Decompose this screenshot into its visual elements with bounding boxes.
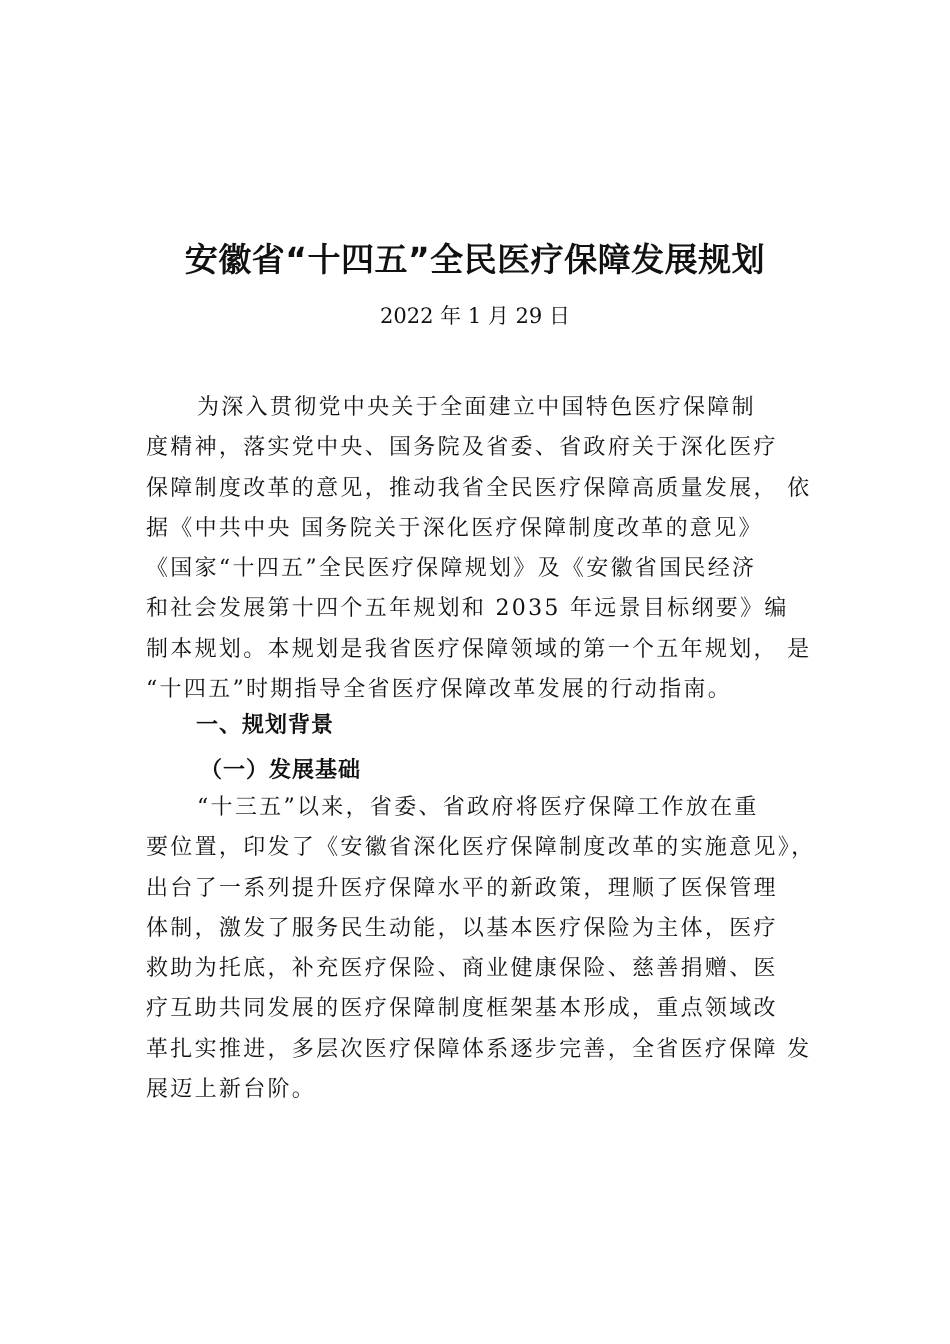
paragraph-line: 据《中共中央 国务院关于深化医疗保障制度改革的意见》 [146,515,763,541]
paragraph-line: “十三五”以来，省委、省政府将医疗保障工作放在重 [197,795,759,820]
paragraph-line: 制本规划。本规划是我省医疗保障领域的第一个五年规划， 是 [146,636,812,662]
intro-paragraph [146,388,836,710]
paragraph-line: 革扎实推进，多层次医疗保障体系逐步完善，全省医疗保障 发 [146,1036,812,1062]
paragraph-line: 展迈上新台阶。 [146,1077,317,1103]
paragraph-line: 和社会发展第十四个五年规划和 2035 年远景目标纲要》编 [146,596,789,622]
paragraph-line: 救助为托底，补充医疗保险、商业健康保险、慈善捐赠、医 [146,956,778,982]
paragraph-line: 要位置，印发了《安徽省深化医疗保障制度改革的实施意见》， [146,835,816,861]
subsection-heading: （一）发展基础 [200,757,362,783]
paragraph-line: 出台了一系列提升医疗保障水平的新政策，理顺了医保管理 [146,875,778,901]
paragraph-line: “十四五”时期指导全省医疗保障改革发展的行动指南。 [146,677,732,703]
paragraph-line: 疗互助共同发展的医疗保障制度框架基本形成，重点领域改 [146,996,778,1022]
paragraph-line: 为深入贯彻党中央关于全面建立中国特色医疗保障制 [197,395,756,420]
paragraph-line: 度精神，落实党中央、国务院及省委、省政府关于深化医疗 [146,435,778,461]
section-paragraph [146,788,836,1110]
document-date: 2022 年 1 月 29 日 [380,304,570,328]
document-title: 安徽省“十四五”全民医疗保障发展规划 [184,240,766,279]
paragraph-line: 《国家“十四五”全民医疗保障规划》及《安徽省国民经济 [146,556,757,582]
section-heading: 一、规划背景 [196,713,335,738]
paragraph-line: 保障制度改革的意见，推动我省全民医疗保障高质量发展， 依 [146,475,812,501]
paragraph-line: 体制，激发了服务民生动能，以基本医疗保险为主体，医疗 [146,915,778,941]
